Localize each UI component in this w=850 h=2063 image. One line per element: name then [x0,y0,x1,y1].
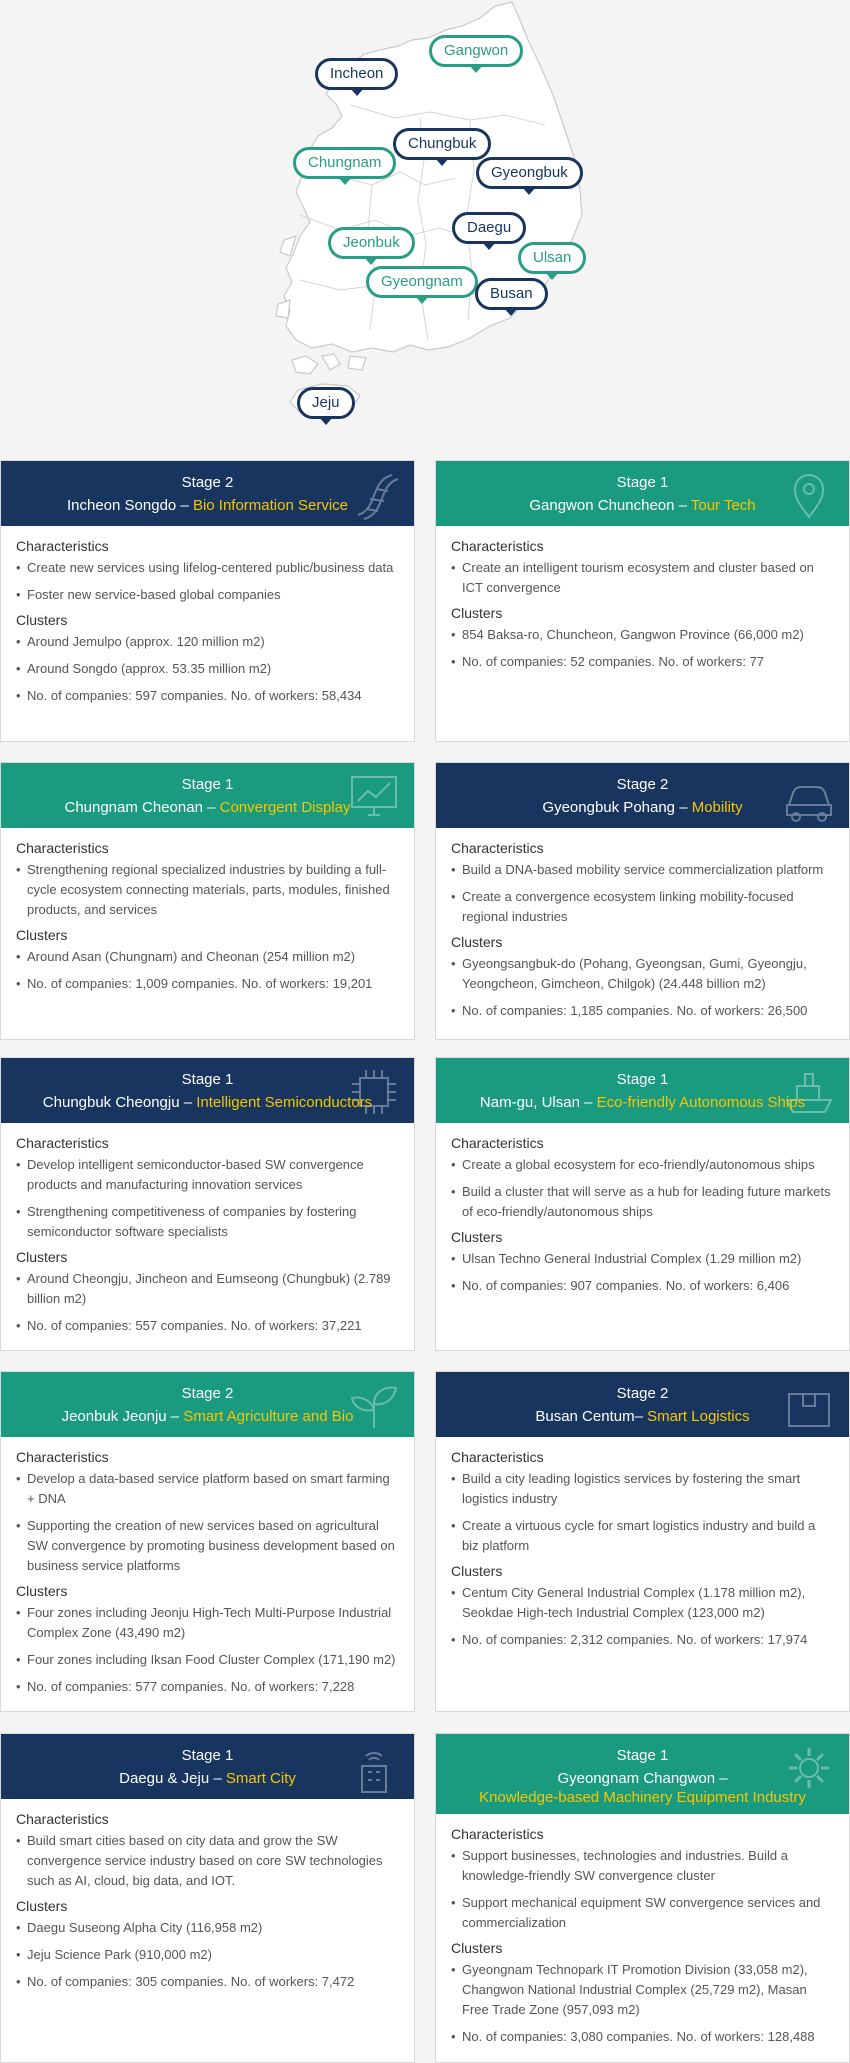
stage-label: Stage 2 [181,474,234,491]
list-item: • No. of companies: 577 companies. No. of workers: 7,228 [16,1677,400,1697]
cluster-card [0,762,415,1040]
card-title-place: Daegu & Jeju – [119,1770,226,1787]
map-pin-busan[interactable]: Busan [475,278,548,310]
card-body [1,1799,414,2007]
list-item: • Strengthening competitiveness of companies by fostering semiconductor software specialists [16,1202,400,1242]
section-heading: Characteristics [451,1826,544,1842]
cluster-card [435,762,850,1040]
card-body [1,526,414,721]
list-item: • Supporting the creation of new services based on agricultural SW convergence by promoting business development based on business service platforms [16,1516,400,1576]
map-pin-incheon[interactable]: Incheon [315,58,398,90]
card-title [1,1407,414,1426]
card-header [1,1734,414,1799]
section-heading: Characteristics [16,1811,109,1827]
card-title [436,1093,849,1112]
card-title-place: Nam-gu, Ulsan – [479,1094,597,1111]
map-pin-chungbuk[interactable]: Chungbuk [393,128,491,160]
map-pin-jeju[interactable]: Jeju [297,387,355,419]
list-item: • Jeju Science Park (910,000 m2) [16,1945,400,1965]
stage-label: Stage 1 [181,776,234,793]
section-heading: Characteristics [451,538,544,554]
stage-label: Stage 1 [616,1071,669,1088]
list-item: • Support mechanical equipment SW convergence services and commercialization [451,1893,835,1933]
list-item: • Gyeongnam Technopark IT Promotion Division (33,058 m2), Changwon National Industrial Complex (25,729 m2), Masan Free Trade Zone (957,093 m2) [451,1960,835,2020]
section-heading: Characteristics [16,840,109,856]
card-title-focus: Smart City [225,1770,296,1787]
list-item: • Create an intelligent tourism ecosystem and cluster based on ICT convergence [451,558,835,598]
card-body [436,1123,849,1311]
card-body [1,828,414,1009]
list-item: • Create new services using lifelog-centered public/business data [16,558,400,578]
card-title [1,1769,414,1788]
card-body [436,1814,849,2062]
card-title [1,1093,414,1112]
list-item: • No. of companies: 1,009 companies. No. of workers: 19,201 [16,974,400,994]
section-heading: Characteristics [16,538,109,554]
card-title-place: Chungnam Cheonan – [64,799,220,816]
list-item: • No. of companies: 3,080 companies. No. of workers: 128,488 [451,2027,835,2047]
map-pin-gyeongnam[interactable]: Gyeongnam [366,266,478,298]
section-heading: Clusters [16,612,68,628]
card-header [436,1734,849,1814]
card-body [436,526,849,687]
card-title [1,496,414,515]
card-header [1,763,414,828]
list-item: • Gyeongsangbuk-do (Pohang, Gyeongsan, Gumi, Gyeongju, Yeongcheon, Gimcheon, Chilgok) (24.448 billion m2) [451,954,835,994]
card-title-focus: Convergent Display [219,799,351,816]
card-title-focus: Mobility [691,799,743,816]
card-title-focus: Knowledge-based Machinery Equipment Industry [479,1789,806,1806]
card-header [436,1058,849,1123]
stage-label: Stage 1 [181,1071,234,1088]
list-item: • No. of companies: 597 companies. No. of workers: 58,434 [16,686,400,706]
stage-label: Stage 2 [181,1385,234,1402]
list-item: • Around Jemulpo (approx. 120 million m2) [16,632,400,652]
list-item: • Four zones including Jeonju High-Tech Multi-Purpose Industrial Complex Zone (43,490 m2) [16,1603,400,1643]
list-item: • Foster new service-based global companies [16,585,400,605]
list-item: • Create a virtuous cycle for smart logistics industry and build a biz platform [451,1516,835,1556]
list-item: • Develop intelligent semiconductor-based SW convergence products and manufacturing innovation services [16,1155,400,1195]
card-body [1,1437,414,1712]
list-item: • Create a global ecosystem for eco-friendly/autonomous ships [451,1155,835,1175]
section-heading: Clusters [16,1249,68,1265]
stage-label: Stage 2 [616,1385,669,1402]
card-title [1,798,414,817]
section-heading: Clusters [451,1229,503,1245]
card-title [436,1769,849,1807]
korea-map [0,0,850,460]
list-item: • Build a city leading logistics services by fostering the smart logistics industry [451,1469,835,1509]
section-heading: Characteristics [16,1135,109,1151]
list-item: • Develop a data-based service platform based on smart farming + DNA [16,1469,400,1509]
list-item: • Around Asan (Chungnam) and Cheonan (254 million m2) [16,947,400,967]
card-title-focus: Smart Logistics [647,1408,750,1425]
list-item: • Centum City General Industrial Complex (1.178 million m2), Seokdae High-tech Industrial Complex (123,000 m2) [451,1583,835,1623]
card-header [436,763,849,828]
map-pin-daegu[interactable]: Daegu [452,212,526,244]
card-title-place: Gyeongnam Changwon – [557,1770,728,1787]
list-item: • Four zones including Iksan Food Cluster Complex (171,190 m2) [16,1650,400,1670]
cluster-card [435,460,850,742]
cluster-card [435,1371,850,1712]
card-header [1,1372,414,1437]
card-title-place: Chungbuk Cheongju – [42,1094,197,1111]
stage-label: Stage 1 [616,1747,669,1764]
section-heading: Clusters [16,927,68,943]
list-item: • Strengthening regional specialized industries by building a full-cycle ecosystem connecting materials, parts, modules, finished products, and services [16,860,400,920]
map-pin-gyeongbuk[interactable]: Gyeongbuk [476,157,583,189]
card-title-place: Incheon Songdo – [66,497,193,514]
cluster-card [435,1733,850,2063]
stage-label: Stage 2 [616,776,669,793]
map-pin-gangwon[interactable]: Gangwon [429,35,523,67]
list-item: • 854 Baksa-ro, Chuncheon, Gangwon Province (66,000 m2) [451,625,835,645]
section-heading: Characteristics [451,1449,544,1465]
card-body [436,1437,849,1665]
card-title-place: Gyeongbuk Pohang – [542,799,692,816]
list-item: • Ulsan Techno General Industrial Complex (1.29 million m2) [451,1249,835,1269]
card-title-focus: Bio Information Service [192,497,349,514]
card-title [436,798,849,817]
card-header [436,1372,849,1437]
cluster-card [0,1371,415,1712]
section-heading: Clusters [451,1940,503,1956]
stage-label: Stage 1 [181,1747,234,1764]
section-heading: Clusters [451,605,503,621]
list-item: • No. of companies: 907 companies. No. of workers: 6,406 [451,1276,835,1296]
list-item: • Around Songdo (approx. 53.35 million m2) [16,659,400,679]
card-title-focus: Eco-friendly Autonomous Ships [596,1094,806,1111]
section-heading: Clusters [451,934,503,950]
section-heading: Characteristics [451,840,544,856]
card-body [436,828,849,1036]
map-pin-ulsan[interactable]: Ulsan [518,242,586,274]
card-title-place: Jeonbuk Jeonju – [61,1408,184,1425]
cluster-card [435,1057,850,1351]
list-item: • Build smart cities based on city data and grow the SW convergence service industry based on core SW technologies such as AI, cloud, big data, and IOT. [16,1831,400,1891]
cluster-card [0,1057,415,1351]
card-title [436,1407,849,1426]
list-item: • Create a convergence ecosystem linking mobility-focused regional industries [451,887,835,927]
card-body [1,1123,414,1351]
card-title-place: Gangwon Chuncheon – [529,497,691,514]
section-heading: Characteristics [16,1449,109,1465]
card-title [436,496,849,515]
map-pin-chungnam[interactable]: Chungnam [293,147,396,179]
list-item: • Build a DNA-based mobility service commercialization platform [451,860,835,880]
list-item: • No. of companies: 2,312 companies. No. of workers: 17,974 [451,1630,835,1650]
section-heading: Clusters [16,1898,68,1914]
list-item: • Support businesses, technologies and industries. Build a knowledge-friendly SW convergence cluster [451,1846,835,1886]
section-heading: Clusters [16,1583,68,1599]
section-heading: Characteristics [451,1135,544,1151]
card-title-focus: Intelligent Semiconductors [196,1094,373,1111]
cluster-card [0,1733,415,2063]
card-title-focus: Tour Tech [690,497,756,514]
korea-map-outline [0,0,850,460]
stage-label: Stage 1 [616,474,669,491]
list-item: • Build a cluster that will serve as a hub for leading future markets of eco-friendly/autonomous ships [451,1182,835,1222]
list-item: • Daegu Suseong Alpha City (116,958 m2) [16,1918,400,1938]
card-title-place: Busan Centum– [535,1408,648,1425]
map-pin-jeonbuk[interactable]: Jeonbuk [328,227,415,259]
card-header [1,1058,414,1123]
list-item: • No. of companies: 52 companies. No. of workers: 77 [451,652,835,672]
cluster-card [0,460,415,742]
card-title-focus: Smart Agriculture and Bio [183,1408,354,1425]
list-item: • No. of companies: 557 companies. No. of workers: 37,221 [16,1316,400,1336]
card-header [1,461,414,526]
section-heading: Clusters [451,1563,503,1579]
list-item: • No. of companies: 1,185 companies. No. of workers: 26,500 [451,1001,835,1021]
list-item: • Around Cheongju, Jincheon and Eumseong (Chungbuk) (2.789 billion m2) [16,1269,400,1309]
card-header [436,461,849,526]
list-item: • No. of companies: 305 companies. No. of workers: 7,472 [16,1972,400,1992]
